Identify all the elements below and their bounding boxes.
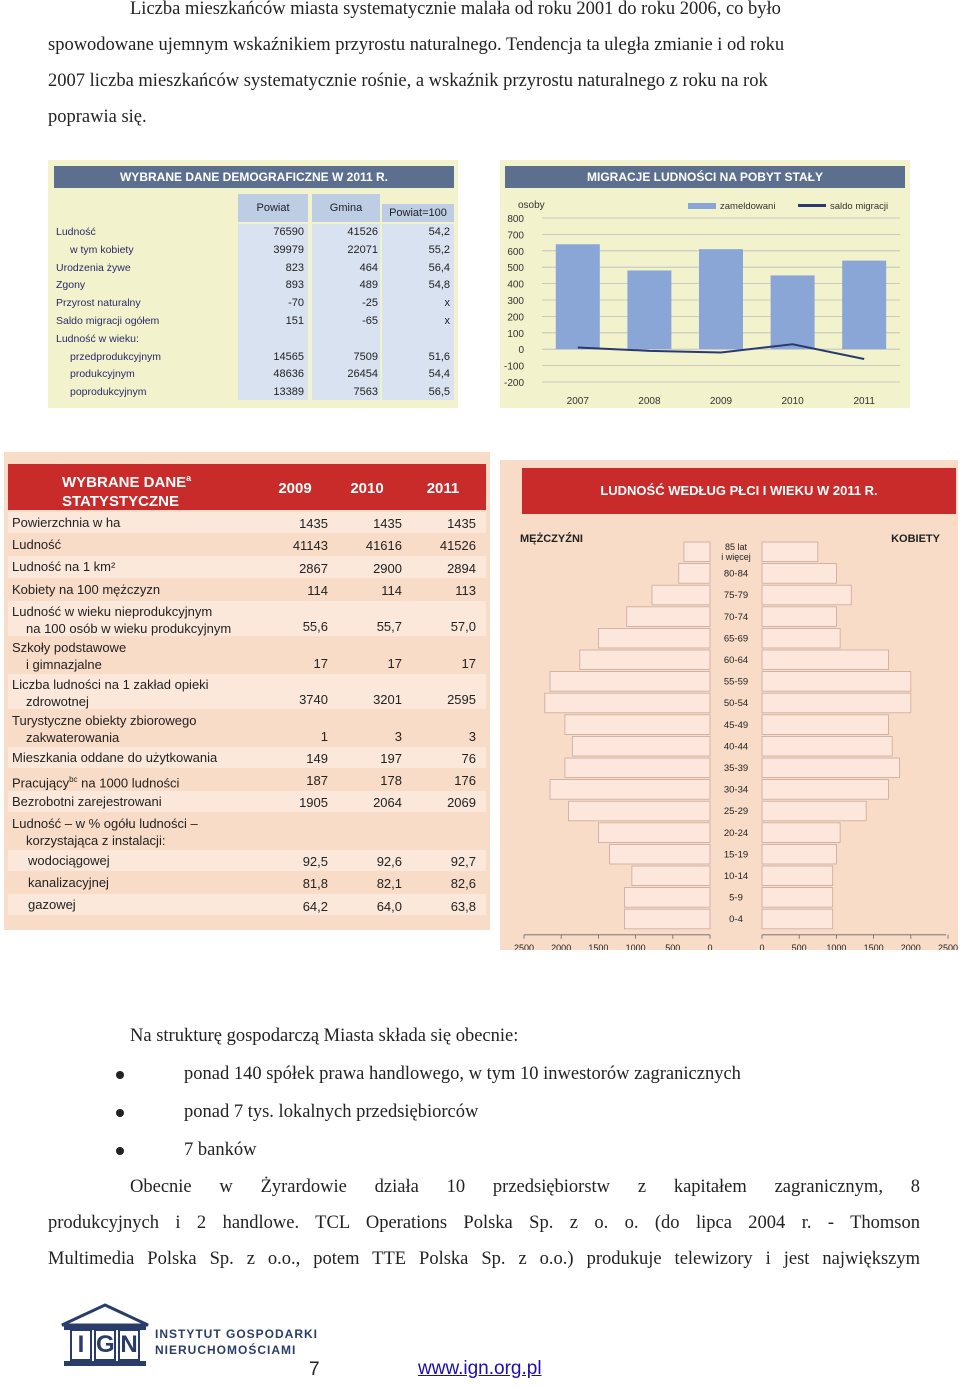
statistics-value: 197 — [380, 751, 402, 766]
statistics-row-label: Kobiety na 100 mężczyzn — [12, 581, 161, 597]
demographic-value: 14565 — [273, 350, 304, 363]
statistics-value: 1905 — [299, 795, 328, 811]
bar-women — [762, 888, 833, 908]
demographic-value: 51,6 — [428, 350, 450, 363]
demographic-row-label: Urodzenia żywe — [56, 261, 131, 274]
bar-men — [624, 909, 710, 929]
age-label: 30-34 — [723, 784, 749, 796]
bar-men — [684, 542, 710, 562]
bullet-icon — [116, 1071, 124, 1079]
demographic-value: 893 — [285, 279, 304, 292]
statistics-row-label: na 100 osób w wieku produkcyjnym — [26, 620, 232, 636]
age-label: 10-14 — [723, 871, 749, 882]
footnote-mark: bc — [69, 775, 78, 784]
population-pyramid — [500, 460, 958, 950]
bar-men — [580, 650, 710, 670]
statistics-value: 3 — [394, 728, 402, 744]
x-tick-label: 1000 — [625, 942, 646, 950]
x-tick-label: 1000 — [826, 942, 847, 950]
pyramid-chart-box — [500, 460, 958, 950]
demographic-value: 55,2 — [428, 243, 450, 256]
bar-men — [550, 672, 710, 692]
age-label: 85 lat — [724, 542, 748, 552]
bar-women — [762, 542, 818, 562]
intro-line: poprawia się. — [48, 107, 147, 127]
statistics-value: 178 — [380, 773, 402, 789]
statistics-value: 187 — [306, 773, 328, 789]
economy-bullet: ponad 140 spółek prawa handlowego, w tym 10 inwestorów zagranicznych — [184, 1064, 741, 1084]
bar-men — [610, 844, 710, 864]
age-label: 0-4 — [729, 914, 743, 926]
x-tick-label: 2500 — [937, 942, 958, 950]
intro-line: spowodowane ujemnym wskaźnikiem przyrostu naturalnego. Tendencja ta uległa zmianie i od roku — [48, 35, 785, 55]
women-label: KOBIETY — [891, 533, 940, 545]
bar-zameldowani — [627, 270, 671, 349]
demographic-value: x — [444, 315, 450, 327]
statistics-value: 1 — [320, 728, 328, 744]
statistics-value: 41526 — [439, 538, 476, 554]
statistics-value: 2069 — [447, 795, 476, 811]
demographic-value: 54,4 — [428, 368, 450, 381]
statistics-value: 92,6 — [376, 854, 402, 870]
statistics-row-label: Bezrobotni zarejestrowani — [12, 794, 162, 810]
bar-men — [565, 715, 710, 735]
bar-women — [762, 607, 836, 627]
statistics-value: 2595 — [447, 692, 476, 708]
statistics-value: 1435 — [299, 516, 328, 532]
statistics-row-bg — [8, 534, 486, 555]
age-label: 35-39 — [723, 763, 749, 774]
statistics-value: 3201 — [373, 692, 402, 708]
legend-swatch — [688, 203, 716, 209]
statistics-value: 82,6 — [450, 876, 476, 892]
org-name-line1: INSTYTUT GOSPODARKI — [155, 1327, 319, 1341]
x-tick-label: 2000 — [900, 942, 921, 950]
demographic-value: x — [444, 297, 450, 310]
economy-paragraph — [48, 1169, 920, 1277]
year-header: 2010 — [350, 480, 384, 497]
bar-women — [762, 866, 833, 886]
bar-zameldowani — [556, 244, 600, 349]
bar-men — [572, 736, 710, 756]
statistics-value: 2894 — [447, 560, 476, 576]
demographic-value: 76590 — [273, 226, 304, 238]
statistics-value: 81,8 — [302, 876, 328, 892]
bar-women — [762, 585, 851, 605]
statistics-title — [62, 469, 191, 511]
demographic-value: 823 — [285, 261, 304, 274]
bar-women — [762, 823, 840, 843]
demographic-row-label: Ludność — [56, 226, 96, 238]
x-tick-label: 1500 — [588, 942, 609, 950]
statistics-value: 17 — [313, 655, 328, 671]
demographic-value: 489 — [359, 279, 378, 292]
economy-bullet: ponad 7 tys. lokalnych przedsiębiorców — [184, 1102, 479, 1122]
x-tick-label: 0 — [707, 942, 713, 950]
age-label: 20-24 — [723, 827, 749, 839]
age-label: i więcej — [721, 552, 751, 562]
demographic-value: 56,5 — [428, 386, 450, 399]
demographic-table — [48, 160, 458, 408]
y-tick-label: 400 — [507, 279, 524, 291]
age-label: 70-74 — [723, 611, 749, 623]
bar-women — [762, 672, 911, 692]
age-label: 75-79 — [723, 590, 749, 602]
y-tick-label: 200 — [507, 312, 524, 324]
statistics-row-label: Ludność na 1 km² — [12, 559, 116, 575]
bar-men — [627, 607, 710, 627]
statistics-value: 57,0 — [450, 619, 476, 635]
x-tick-label: 500 — [665, 942, 681, 950]
bar-men — [624, 888, 710, 908]
x-tick-label: 2500 — [513, 942, 535, 950]
migration-chart-title: MIGRACJE LUDNOŚCI NA POBYT STAŁY — [505, 166, 905, 188]
statistics-value: 64,2 — [302, 898, 328, 914]
statistics-value: 17 — [387, 655, 402, 671]
demographic-value: 54,8 — [428, 279, 450, 292]
legend-label: zameldowani — [720, 201, 776, 212]
statistics-row-label: Powierzchnia w ha — [12, 515, 121, 530]
bar-women — [762, 715, 888, 735]
statistics-value: 2900 — [373, 560, 402, 576]
y-tick-label: -100 — [503, 361, 524, 373]
y-tick-label: -200 — [503, 378, 524, 389]
demographic-value: 13389 — [273, 386, 304, 399]
age-label: 25-29 — [723, 806, 749, 818]
demographic-value: 48636 — [273, 368, 304, 381]
statistics-value: 41143 — [292, 538, 328, 554]
bar-men — [565, 758, 710, 778]
y-tick-label: 800 — [507, 214, 524, 225]
demographic-value: 41526 — [347, 226, 378, 238]
demographic-value: 22071 — [347, 243, 378, 256]
bar-women — [762, 564, 836, 584]
demographic-value: 7509 — [353, 350, 378, 363]
demographic-value: 464 — [359, 261, 378, 274]
statistics-row-bg — [8, 894, 486, 915]
statistics-row-label: Mieszkania oddane do użytkowania — [12, 749, 218, 765]
statistics-value: 55,7 — [376, 619, 402, 635]
demographic-row-label: poprodukcyjnym — [70, 386, 147, 399]
statistics-row-label: Szkoły podstawowe — [12, 640, 127, 656]
statistics-value: 55,6 — [302, 619, 328, 635]
y-tick-label: 300 — [507, 296, 524, 307]
statistics-title-sup: a — [186, 473, 192, 483]
statistics-row-label: Ludność — [12, 537, 62, 553]
y-tick-label: 500 — [507, 263, 524, 275]
y-tick-label: 100 — [507, 328, 524, 340]
migration-chart — [500, 160, 910, 408]
statistics-row-label: i gimnazjalne — [26, 657, 102, 673]
demographic-row-label: Zgony — [56, 279, 86, 292]
legend-swatch — [798, 204, 826, 207]
statistics-value: 76 — [461, 751, 476, 766]
demographic-value: -25 — [362, 297, 378, 310]
demographic-row-label: produkcyjnym — [70, 368, 135, 381]
statistics-value: 17 — [461, 655, 476, 671]
statistics-table — [4, 452, 490, 930]
bar-women — [762, 736, 892, 756]
y-tick-label: 0 — [518, 345, 524, 357]
bar-women — [762, 693, 911, 713]
bar-women — [762, 628, 840, 648]
bar-women — [762, 780, 888, 800]
bar-men — [632, 866, 710, 886]
ign-logo — [60, 1303, 150, 1371]
age-label: 15-19 — [723, 849, 749, 861]
age-label: 50-54 — [723, 698, 749, 710]
bar-men — [545, 693, 710, 713]
x-tick-label: 2007 — [566, 396, 589, 407]
bar-men — [679, 564, 710, 584]
bullet-icon — [116, 1109, 124, 1117]
bar-women — [762, 650, 888, 670]
demographic-value: 54,2 — [428, 226, 450, 238]
age-label: 65-69 — [723, 633, 749, 645]
migration-chart-box — [500, 160, 910, 408]
statistics-title-line1: WYBRANE DANE — [62, 474, 187, 491]
economy-intro: Na strukturę gospodarczą Miasta składa się obecnie: — [130, 1026, 519, 1046]
bar-men — [598, 628, 710, 648]
bar-women — [762, 909, 833, 929]
economy-bullet: 7 banków — [184, 1140, 257, 1160]
year-header: 2011 — [426, 480, 460, 497]
age-label: 40-44 — [723, 741, 749, 753]
y-tick-label: 600 — [507, 246, 524, 258]
year-header: 2009 — [278, 480, 312, 497]
bar-zameldowani — [771, 275, 815, 349]
bar-zameldowani — [699, 249, 743, 349]
x-tick-label: 500 — [791, 942, 807, 950]
statistics-value: 63,8 — [450, 898, 476, 914]
demographic-row-label: Ludność w wieku: — [56, 332, 139, 345]
legend-label: saldo migracji — [830, 201, 889, 212]
page-number: 7 — [309, 1359, 320, 1380]
age-label: 60-64 — [723, 655, 749, 666]
logo-letter: I — [70, 1329, 92, 1361]
statistics-row-label: Liczba ludności na 1 zakład opieki — [12, 676, 209, 692]
economy-line: Obecnie w Żyrardowie działa 10 przedsiębiorstw z kapitałem zagranicznym, 8 — [130, 1177, 920, 1197]
age-label: 80-84 — [723, 568, 749, 580]
demographic-table-title: WYBRANE DANE DEMOGRAFICZNE W 2011 R. — [54, 166, 454, 188]
demographic-value: 56,4 — [428, 261, 450, 274]
intro-line: Liczba mieszkańców miasta systematycznie malała od roku 2001 do roku 2006, co było — [130, 0, 781, 19]
men-label: MĘŻCZYŹNI — [520, 533, 583, 545]
bar-women — [762, 758, 900, 778]
bar-women — [762, 801, 866, 821]
x-tick-label: 2000 — [551, 942, 572, 950]
statistics-row-label: gazowej — [28, 897, 76, 913]
statistics-value: 114 — [381, 582, 402, 598]
statistics-row-label: Turystyczne obiekty zbiorowego — [12, 713, 197, 729]
pyramid-chart-title: LUDNOŚĆ WEDŁUG PŁCI I WIEKU W 2011 R. — [522, 468, 956, 514]
statistics-row-label: zakwaterowania — [26, 730, 120, 746]
intro-line: 2007 liczba mieszkańców systematycznie rośnie, a wskaźnik przyrostu naturalnego z roku na rok — [48, 71, 768, 91]
statistics-row-label: kanalizacyjnej — [28, 875, 109, 891]
age-label: 45-49 — [723, 719, 749, 731]
x-tick-label: 2009 — [709, 396, 733, 407]
statistics-value: 114 — [307, 582, 328, 598]
statistics-row-label: Ludność – w % ogółu ludności – — [12, 816, 198, 832]
x-tick-label: 0 — [759, 942, 765, 950]
demographic-value: -70 — [288, 297, 304, 310]
demographic-value: 7563 — [353, 386, 378, 399]
demographic-header-powiat: Powiat — [238, 194, 308, 222]
statistics-value: 1435 — [447, 516, 476, 532]
age-label: 5-9 — [729, 892, 743, 904]
statistics-value: 64,0 — [376, 898, 402, 914]
x-tick-label: 1500 — [863, 942, 884, 950]
statistics-value: 3740 — [299, 692, 328, 708]
bar-women — [762, 844, 836, 864]
x-tick-label: 2011 — [853, 396, 875, 407]
demographic-row-label: Przyrost naturalny — [56, 297, 141, 310]
statistics-value: 2867 — [299, 560, 328, 576]
demographic-row-label: Saldo migracji ogółem — [56, 315, 160, 327]
demographic-value: 39979 — [273, 243, 304, 256]
statistics-value: 176 — [454, 773, 476, 789]
statistics-value: 92,7 — [450, 854, 476, 870]
statistics-value: 1435 — [373, 516, 402, 532]
statistics-value: 82,1 — [376, 876, 402, 892]
statistics-row-label: korzystająca z instalacji: — [26, 833, 166, 849]
org-name-line2: NIERUCHOMOŚCIAMI — [155, 1343, 297, 1357]
statistics-title-line2: STATYSTYCZNE — [62, 493, 179, 510]
demographic-header-index: Powiat=100 — [382, 204, 454, 222]
statistics-value: 41616 — [365, 538, 402, 554]
bullet-icon — [116, 1147, 124, 1155]
y-axis-label: osoby — [518, 200, 545, 211]
age-label: 55-59 — [723, 676, 749, 688]
bar-men — [569, 801, 710, 821]
statistics-row-label: Ludność w wieku nieprodukcyjnym — [12, 603, 213, 619]
footer-url-link[interactable]: www.ign.org.pl — [418, 1358, 542, 1379]
y-tick-label: 700 — [507, 230, 524, 242]
intro-paragraph — [48, 0, 920, 135]
statistics-value: 113 — [455, 582, 476, 598]
demographic-row-label: przedprodukcyjnym — [70, 350, 162, 363]
economy-line: Multimedia Polska Sp. z o.o., potem TTE Polska Sp. z o.o.) produkuje telewizory i jest największym — [48, 1249, 920, 1269]
demographic-header-gmina: Gmina — [312, 194, 380, 222]
statistics-value: 92,5 — [302, 854, 328, 870]
economy-line: produkcyjnych i 2 handlowe. TCL Operations Polska Sp. z o. o. (do lipca 2004 r. - Thomson — [48, 1213, 920, 1233]
logo-letter: G — [94, 1329, 116, 1361]
x-tick-label: 2010 — [781, 396, 804, 407]
demographic-value: 26454 — [347, 368, 378, 381]
bar-men — [652, 585, 710, 605]
statistics-row-label: zdrowotnej — [26, 693, 89, 709]
statistics-row-label: wodociągowej — [28, 852, 110, 868]
x-tick-label: 2008 — [638, 396, 661, 407]
bar-men — [598, 823, 710, 843]
demographic-value: -65 — [362, 315, 378, 327]
statistics-value: 2064 — [373, 795, 402, 811]
logo-letter: N — [118, 1329, 140, 1361]
statistics-value: 3 — [468, 728, 476, 744]
demographic-value: 151 — [285, 315, 304, 327]
bar-men — [550, 780, 710, 800]
demographic-row-label: w tym kobiety — [70, 243, 134, 256]
statistics-row-label: Pracujący$^{bc}$ na 1000 ludności — [12, 775, 180, 791]
statistics-value: 149 — [306, 751, 328, 766]
bar-zameldowani — [842, 261, 886, 350]
